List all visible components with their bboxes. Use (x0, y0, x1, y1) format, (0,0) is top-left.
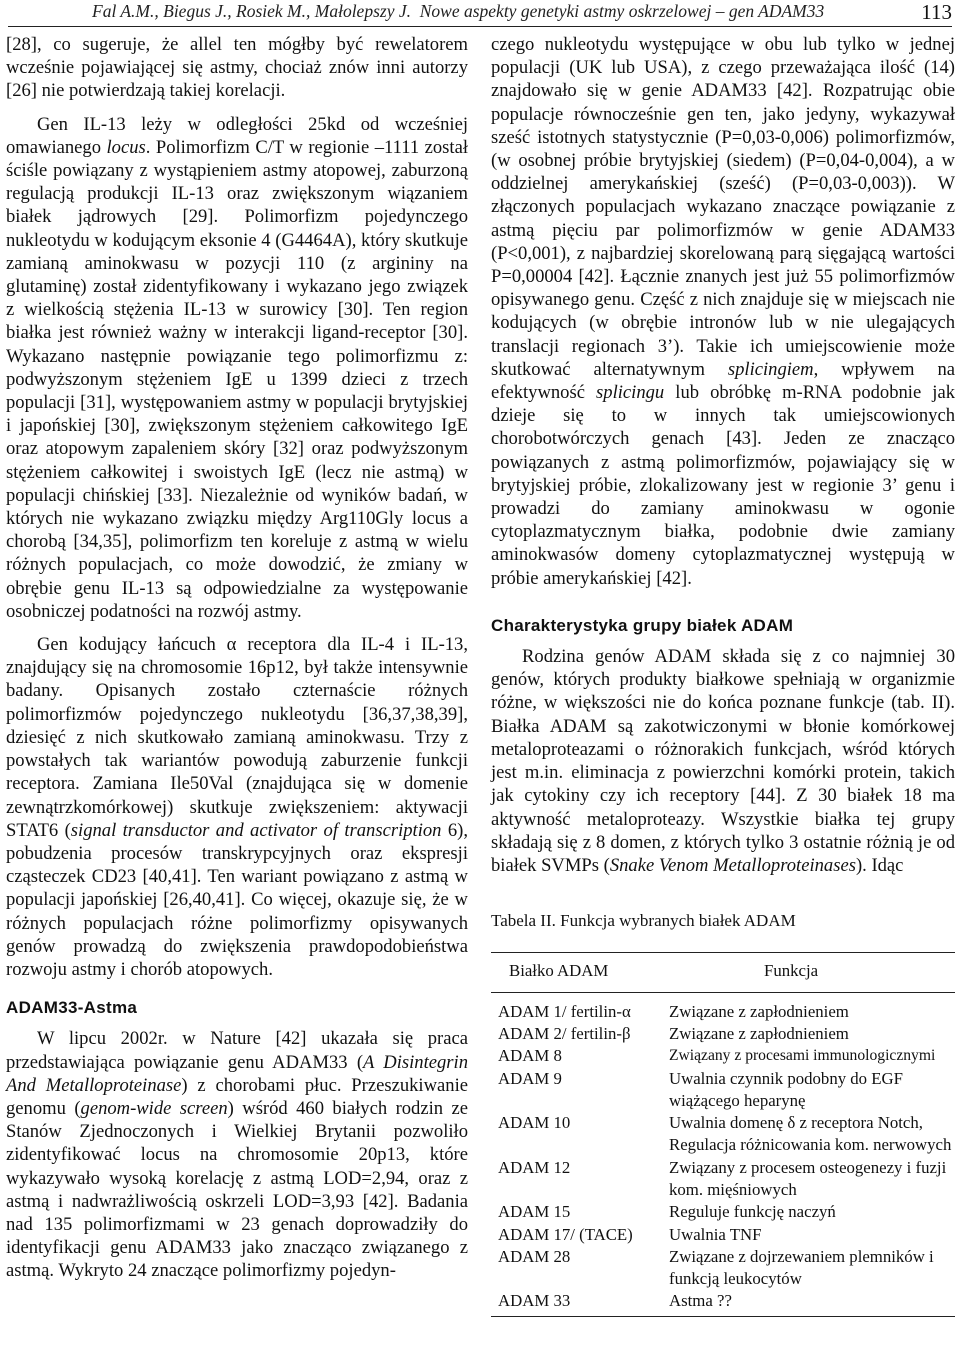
protein-cell: ADAM 12 (498, 1157, 571, 1177)
function-cell: Związane z dojrzewaniem plemników i funkcją leukocytów (669, 1246, 934, 1289)
protein-cell: ADAM 8 (498, 1046, 562, 1066)
column-header-function: Funkcja (669, 953, 955, 992)
genome-screen-term: genom-wide screen (80, 1097, 228, 1119)
left-paragraph-2 (6, 113, 468, 623)
left-column (6, 33, 468, 1283)
function-cell: Związany z procesami immunologicznymi (669, 1047, 936, 1065)
section-heading-adam-group: Charakterystyka grupy białek ADAM (491, 615, 794, 635)
left-paragraph-4 (6, 1027, 468, 1282)
header-authors: Fal A.M., Biegus J., Rosiek M., Małolepszy J. (92, 1, 411, 21)
table-row (491, 992, 955, 1023)
right-column (491, 33, 955, 1317)
stat6-expansion: signal transductor and activator of transcription (70, 819, 442, 841)
family-text-b: ). Idąc (855, 854, 904, 876)
poly-text-c: lub obróbkę m-RNA podobnie jak dzieje się to w innych tak umiejscowionych chorobotwórczych genach [43]. Jeden ze znacząco powiązanych z astmą polimorfizmów, pojawiający się w brytyjskiej próbie, zlokalizowany jest w regionie 3’ genu i prowadzi do zamiany aminokwasu w ogonie cytoplazmatycznym białka, podobnie dwie zamiany aminokwasów domeny cytoplazmatycznej występują w próbie amerykańskiej [42]. (491, 382, 955, 589)
table-row (491, 1112, 955, 1157)
header-title: Nowe aspekty genetyki astmy oskrzelowej – gen ADAM33 (419, 1, 825, 21)
adam33-text-c: ) wśród 460 białych rodzin ze Stanów Zjednoczonych i Wielkiej Brytanii pozwoliło zidentyfikować locus na chromosomie 20p13, które wykazywało wysoką korelację z astmą LOD=2,94, oraz z astmą i nadwrażliwością oskrzeli LOD=3,93 [42]. Badania nad 135 polimorfizmami w 23 genach doprowadziły do identyfikacji genu ADAM33 jako znacząco związanego z astmą. Wykryto 24 znaczące polimorfizmy pojedyn- (6, 1097, 468, 1282)
il13-text-b: . Polimorfizm C/T w regionie –1111 został ściśle powiązany z wystąpieniem astmy atopowej, zaburzoną regulacją produkcji IL-13 oraz zwiększonym wiązaniem białek jądrowych [29]. Polimorfizm pojedynczego nukleotydu w kodującym eksonie 4 (G4464A), który skutkuje zamianą aminokwasu w pozycji 110 (z argininy na glutaminę) został zidentyfikowany i wykazano jego związek z wielkością stężenia IL-13 w surowicy [30]. Ten region białka jest również ważny w interakcji ligand-receptor [30]. Wykazano następnie powiązanie tego polimorfizmu z: podwyższonym stężeniem IgE u 1399 dzieci z trzech populacji [31], występowaniem astmy w populacji brytyjskiej i japońskiej [30], zwiększonym stężeniem całkowitego IgE oraz atopowym zapaleniem skóry [32] oraz podwyższonym stężeniem całkowitej i swoistych IgE (lecz nie astmą) w populacji chińskiej [33]. Niezależnie od wyników badań, w których nie wykazano związku między Arg110Gly locus a chorobą [34,35], polimorfizm ten koreluje z astmą w wielu różnych populacjach, co może dowodzić, że zmiany w obrębie genu IL-13 są odpowiedzialne za występowanie osobniczej podatności na rozwój astmy. (6, 136, 468, 622)
protein-cell: ADAM 15 (498, 1202, 571, 1222)
function-cell: Związane z zapłodnieniem (669, 1001, 849, 1021)
running-header (8, 0, 952, 27)
poly-text-b: , wpływem na efektywność (491, 358, 955, 404)
right-paragraph-2 (491, 645, 955, 877)
running-head (92, 1, 824, 22)
table-row (491, 1290, 955, 1316)
protein-cell: ADAM 1/ fertilin-α (498, 1001, 631, 1021)
protein-cell: ADAM 17/ (TACE) (498, 1224, 633, 1244)
function-cell: Związane z zapłodnieniem (669, 1023, 849, 1043)
adam33-text-a: W lipcu 2002r. w Nature [42] ukazała się praca przedstawiająca powiązanie genu ADAM33 ( (6, 1028, 468, 1073)
section-heading-adam33: ADAM33-Astma (6, 998, 138, 1018)
adam33-expansion: A Disintegrin And Metalloproteinase (6, 1051, 468, 1096)
splicing-term-1: splicingiem (727, 358, 814, 380)
il4r-text-a: Gen kodujący łańcuch α receptora dla IL-4 i IL-13, znajdujący się na chromosomie 16p12, był także intensywnie badany. Opisanych zostało czternaście różnych polimorfizmów pojedynczego nukleotydu [36,37,38,39], dziesięć z nich skutkowało zamianą aminokwasu. Trzy z powstałych tak wariantów powodują zaburzenie funkcji receptora. Zamiana Ile50Val (znajdująca się w domenie zewnątrzkomórkowej) skutkuje zwiększeniem: aktywacji STAT6 ( (6, 634, 468, 841)
family-text-a: Rodzina genów ADAM składa się z co najmniej 30 genów, których produkty białkowe spełniają w organizmie różne, w większości nie do końca poznane funkcje (tab. II). Białka ADAM są zakotwiczonymi w błonie komórkowej metaloproteazami o różnorakich funkcjach, wśród których jest m.in. eliminacja z powierzchni komórki protein, takich jak cytokiny czy ich receptory [44]. Z 30 białek 18 ma aktywność metaloproteazy. Wszystkie białka tej grupy składają się z 8 domen, z których tylko 3 ostatnie różnią je od białek SVMPs ( (491, 646, 955, 876)
adam-function-table (491, 952, 955, 1316)
splicing-term-2: splicingu (596, 382, 665, 404)
column-header-protein: Białko ADAM (491, 953, 669, 992)
right-paragraph-1 (491, 33, 955, 590)
table-caption: Tabela II. Funkcja wybranych białek ADAM (491, 911, 796, 931)
il4r-text-b: 6), pobudzenia procesów transkrypcyjnych oraz ekspresji cząsteczek CD23 [40,41]. Ten wariant powiązano z astmą w populacji japońskiej [26,40,41]. Co więcej, okazuje się, że w różnych populacjach różne polimorfizmy opisywanych genów prowadzą do zwiększenia prawdopodobieństwa rozwoju astmy i chorób atopowych. (6, 819, 468, 980)
table-row (491, 1246, 955, 1291)
function-cell: Uwalnia domenę δ z receptora Notch, Regulacja różnicowania kom. nerwowych (669, 1113, 952, 1155)
left-paragraph-1: [28], co sugeruje, że allel ten mógłby być rewelatorem wcześnie pojawiającej się astmy, chociaż znów inni autorzy [26] nie potwierdzają takiej korelacji. (6, 34, 468, 102)
table-row (491, 1224, 955, 1246)
protein-cell: ADAM 2/ fertilin-β (498, 1023, 631, 1043)
page-number: 113 (921, 0, 952, 24)
protein-cell: ADAM 28 (498, 1246, 571, 1266)
il13-text-a: Gen IL-13 leży w odległości 25kd od wcześniej omawianego (6, 113, 468, 158)
function-cell: Astma ?? (669, 1290, 955, 1316)
table-row (491, 1068, 955, 1113)
protein-cell: ADAM 9 (498, 1068, 562, 1088)
table-row (491, 1045, 955, 1067)
poly-text-a: czego nukleotydu występujące w obu lub tylko w jednej populacji (UK lub USA), z czego przeważająca ilość (14) znajdowało się w genie ADAM33 [42]. Rozpatrując obie populacje równocześnie gen ten, jako jedyny, wykazywał sześć istotnych statystycznie (P=0,03-0,006) polimorfizmów, (w osobnej próbie brytyjskiej (siedem) (P=0,04-0,004), a w oddzielnej amerykańskiej (sześć) (P=0,03-0,003)). W złączonych populacjach wykazano znaczące powiązanie z astmą pięciu par polimorfizmów w genie ADAM33 (P<0,001), z najbardziej skorelowaną parą sięgającą wartości P=0,00004 [42]. Łącznie znanych jest już 55 polimorfizmów opisywanego genu. Część z nich znajduje się w miejscach nie kodujących (w obrębie intronów lub w nie ulegających translacji regionach 3’). Takie ich umiejscowienie może skutkować alternatywnym (491, 34, 955, 380)
function-cell: Związany z procesem osteogenezy i fuzji kom. mięśniowych (669, 1157, 947, 1199)
protein-cell: ADAM 10 (498, 1113, 571, 1133)
function-cell: Uwalnia czynnik podobny do EGF wiążącego heparynę (669, 1068, 903, 1110)
table-row (491, 1023, 955, 1045)
protein-cell: ADAM 33 (491, 1290, 669, 1316)
table-header-row (491, 953, 955, 992)
il13-locus-term: locus (106, 136, 146, 158)
table-row (491, 1201, 955, 1223)
function-cell: Reguluje funkcję naczyń (669, 1202, 836, 1222)
function-cell: Uwalnia TNF (669, 1224, 762, 1244)
left-paragraph-3 (6, 633, 468, 981)
svmp-expansion: Snake Venom Metalloproteinases (609, 854, 856, 876)
adam33-text-b: ) z chorobami płuc. Przeszukiwanie genomu ( (6, 1074, 468, 1119)
table-row (491, 1157, 955, 1202)
